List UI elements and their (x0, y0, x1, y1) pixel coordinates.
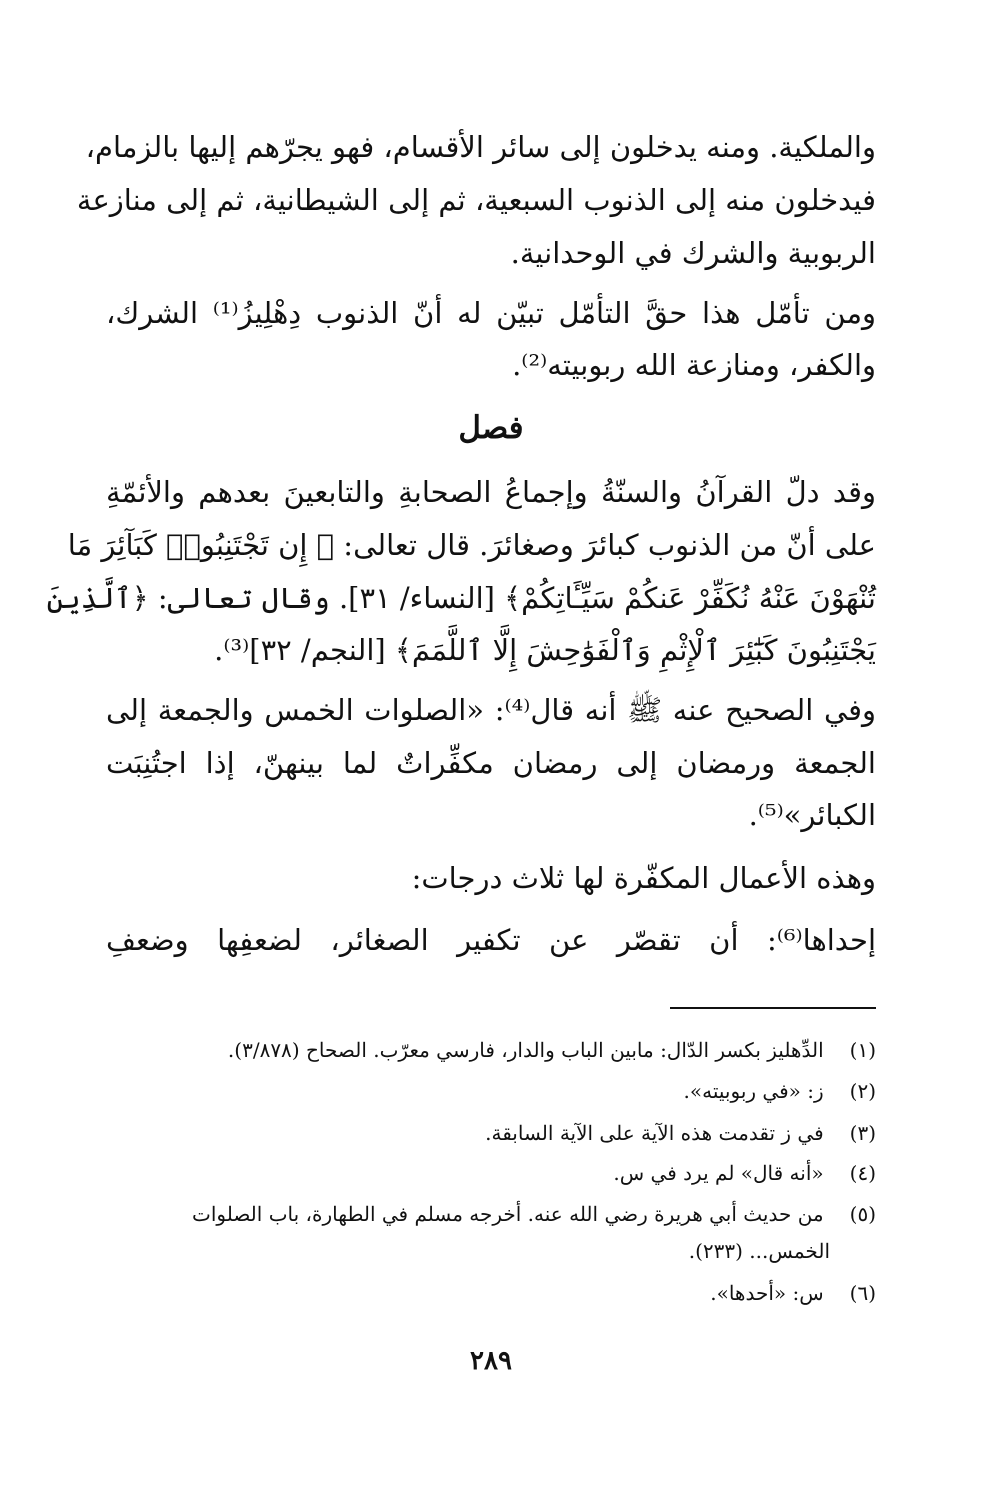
text-line: إحداها⁽⁶⁾: أن تقصّر عن تكفير الصغائر، لضعفِها وضعفِ (106, 923, 876, 957)
text-line: والملكية. ومنه يدخلون إلى سائر الأقسام، فهو يجرّهم إليها بالزمام، (85, 130, 876, 164)
footnote-separator (670, 1007, 876, 1009)
footnote (86, 1157, 876, 1189)
text-line: الكبائر»⁽⁵⁾. (748, 798, 876, 832)
text-line: فيدخلون منه إلى الذنوب السبعية، ثم إلى الشيطانية، ثم إلى منازعة (76, 183, 876, 217)
footnote (86, 1034, 876, 1066)
text-line: على أنّ من الذنوب كبائرَ وصغائرَ. قال تعالى: ﴿ إِن تَجْتَنِبُوا۟ كَبَآئِرَ مَا (67, 528, 876, 562)
text-line: يَجْتَنِبُونَ كَبَٰٓئِرَ ٱلْإِثْمِ وَٱلْفَوَٰحِشَ إِلَّا ٱللَّمَمَ﴾ [النجم/ ٣٢]⁽³⁾. (214, 633, 876, 667)
text-line: الجمعة ورمضان إلى رمضان مكفِّراتٌ لما بينهنّ، إذا اجتُنِبَت (106, 746, 876, 780)
footnote-continuation: الخمس... (٢٣٣). (688, 1239, 830, 1263)
text-line: والكفر، ومنازعة الله ربوبيته⁽²⁾. (512, 348, 876, 382)
footnote (86, 1075, 876, 1107)
footnote (86, 1198, 876, 1230)
footnote-text: ز: «في ربوبيته». (683, 1079, 824, 1103)
footnote-number: (٣) (849, 1121, 876, 1145)
footnote (86, 1277, 876, 1309)
footnote-text: في ز تقدمت هذه الآية على الآية السابقة. (485, 1121, 824, 1145)
text-line: تُنْهَوْنَ عَنْهُ نُكَفِّرْ عَنكُمْ سَيِّـَٔاتِكُمْ﴾ [النساء/ ٣١]. وقال تعالى: ﴿ٱلَّذِينَ (46, 581, 876, 615)
footnote-text: س: «أحدها». (710, 1281, 824, 1305)
footnote-number: (٥) (849, 1202, 876, 1226)
text-line: ومن تأمّل هذا حقَّ التأمّل تبيّن له أنّ الذنوب دِهْلِيزُ⁽¹⁾ الشرك، (106, 296, 876, 330)
page-number: ٢٨٩ (470, 1346, 512, 1376)
footnote-number: (٤) (849, 1161, 876, 1185)
text-line: وقد دلّ القرآنُ والسنّةُ وإجماعُ الصحابةِ والتابعينَ بعدهم والأئمّةِ (106, 475, 876, 509)
footnote (86, 1117, 876, 1149)
text-line: الربوبية والشرك في الوحدانية. (510, 236, 876, 270)
footnote-number: (١) (849, 1038, 876, 1062)
footnote-number: (٢) (849, 1079, 876, 1103)
footnote-number: (٦) (849, 1281, 876, 1305)
text-line: وفي الصحيح عنه ﷺ أنه قال⁽⁴⁾: «الصلوات الخمس والجمعة إلى (106, 693, 876, 727)
section-heading: فصل (458, 410, 524, 446)
text-line: وهذه الأعمال المكفّرة لها ثلاث درجات: (411, 861, 876, 895)
footnote-text: الدِّهليز بكسر الدّال: مابين الباب والدار، فارسي معرّب. الصحاح (٣/٨٧٨). (227, 1038, 824, 1062)
footnote-text: «أنه قال» لم يرد في س. (613, 1161, 824, 1185)
footnote-text: من حديث أبي هريرة رضي الله عنه. أخرجه مسلم في الطهارة، باب الصلوات (192, 1202, 824, 1226)
